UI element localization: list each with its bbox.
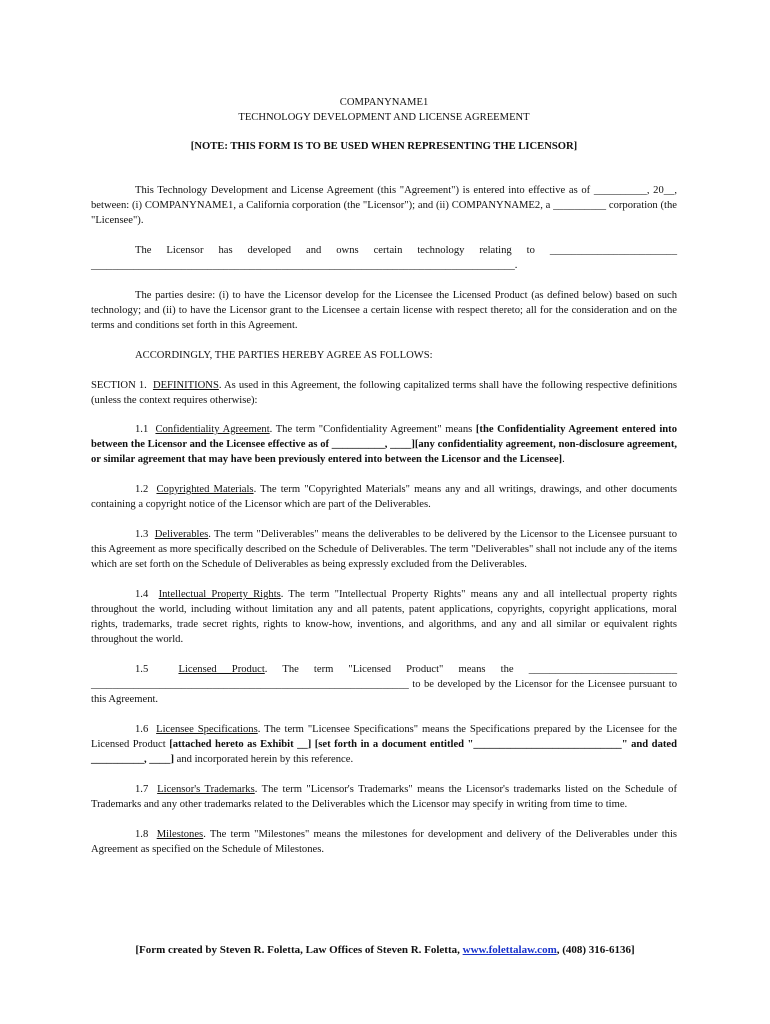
definition-term: Licensee Specifications (156, 724, 258, 735)
document-body (91, 95, 677, 857)
technology-paragraph: The Licensor has developed and owns certain technology relating to ________________________ ________________________________________________________________________________. (91, 245, 677, 271)
definition-1-5 (91, 662, 677, 707)
footer-prefix: [Form created by Steven R. Foletta, Law Offices of Steven R. Foletta, (135, 944, 463, 956)
definition-term: Confidentiality Agreement (155, 424, 270, 435)
definition-1-4 (91, 587, 677, 647)
definition-term: Intellectual Property Rights (158, 589, 281, 600)
definition-text: . The term "Deliverables" means the deliverables to be delivered by the Licensor to the Licensee pursuant to this Agreement as more specifically described on the Schedule of Deliverables. The term "Deliverables" shall not include any of the items which are set forth on the Schedule of Deliverables as being expressly excluded from the Deliverables. (91, 529, 678, 570)
definition-term: Milestones (156, 829, 204, 840)
definition-text: . The term "Intellectual Property Rights" means any and all intellectual property rights throughout the world, including without limitation any and all patents, patent applications, copyrights, copyright applications, moral rights, trademarks, trade secret rights, rights to know-how, inventions, and algorithms, and any and all similar or equivalent rights throughout the world. (91, 589, 677, 645)
definition-term: Licensor's Trademarks (157, 784, 255, 795)
definition-1-3 (91, 527, 677, 572)
definition-number: 1.8 (135, 829, 149, 840)
definition-term: Licensed Product (178, 664, 265, 675)
definition-number: 1.1 (135, 424, 149, 435)
definition-1-1 (91, 422, 677, 467)
definition-text: . The term "Milestones" means the milestones for development and delivery of the Deliverables under this Agreement as specified on the Schedule of Milestones. (91, 829, 678, 855)
definition-number: 1.2 (135, 484, 149, 495)
accordingly-paragraph: ACCORDINGLY, THE PARTIES HEREBY AGREE AS FOLLOWS: (135, 350, 433, 361)
section-1-text: . As used in this Agreement, the following capitalized terms shall have the following respective definitions (unless the context requires otherwise): (91, 380, 677, 406)
definition-text: . The term "Licensed Product" means the ____________________________ ____________________________________________________________ to be developed by the Licensor for the Licensee pursuant to this Agreement. (91, 664, 678, 705)
company-name: COMPANYNAME1 (339, 97, 429, 108)
definition-text: . The term "Confidentiality Agreement" means (269, 424, 476, 435)
section-1-paragraph (91, 378, 677, 408)
definition-text: . The term "Licensee Specifications" means the Specifications prepared by the Licensee for the Licensed Product (91, 724, 678, 750)
parties-desire-paragraph: The parties desire: (i) to have the Licensor develop for the Licensee the Licensed Product (as defined below) based on such technology; and (ii) to have the Licensor grant to the Licensee a certain license with respect thereto; all for the consideration and on the terms and conditions set forth in this Agreement. (91, 290, 677, 331)
definition-bracketed-text: [attached hereto as Exhibit __] [set forth in a document entitled "____________________________" and dated __________, ____] (91, 739, 677, 765)
section-1-heading: DEFINITIONS (152, 380, 219, 391)
definition-bracketed-text: [the Confidentiality Agreement entered into between the Licensor and the Licensee effective as of __________, ____][any confidentiality agreement, non-disclosure agreement, or similar agreement that may have been previously entered into between the Licensor and the Licensee] (91, 424, 677, 465)
footer-suffix: , (408) 316-6136] (556, 944, 635, 956)
definition-tail: . (562, 454, 565, 465)
definition-term: Copyrighted Materials (156, 484, 254, 495)
intro-paragraph: This Technology Development and License Agreement (this "Agreement") is entered into effective as of __________, 20__, between: (i) COMPANYNAME1, a California corporation (the "Licensor"); and (ii) COMPANYNAME2, a __________ corporation (the "Licensee"). (91, 185, 677, 226)
definition-tail: and incorporated herein by this reference. (173, 754, 354, 765)
definition-1-6 (91, 722, 677, 767)
definition-number: 1.6 (135, 724, 149, 735)
law-office-link[interactable]: www.folettalaw.com (462, 944, 557, 956)
definition-text: . The term "Licensor's Trademarks" means the Licensor's trademarks listed on the Schedule of Trademarks and any other trademarks related to the Deliverables which the Licensor may specify in writing from time to time. (91, 784, 678, 810)
definition-number: 1.3 (135, 529, 149, 540)
definition-1-8 (91, 827, 677, 857)
form-credit-footer (0, 944, 770, 956)
definition-1-2 (91, 482, 677, 512)
definition-text: . The term "Copyrighted Materials" means any and all writings, drawings, and other documents containing a copyright notice of the Licensor which are part of the Deliverables. (91, 484, 678, 510)
section-1-label: SECTION 1. (91, 380, 147, 391)
definition-term: Deliverables (154, 529, 209, 540)
definition-number: 1.4 (135, 589, 149, 600)
definition-number: 1.5 (135, 664, 149, 675)
definition-number: 1.7 (135, 784, 149, 795)
agreement-title: TECHNOLOGY DEVELOPMENT AND LICENSE AGREEMENT (238, 112, 530, 123)
definition-1-7 (91, 782, 677, 812)
representation-note: [NOTE: THIS FORM IS TO BE USED WHEN REPRESENTING THE LICENSOR] (190, 141, 578, 152)
